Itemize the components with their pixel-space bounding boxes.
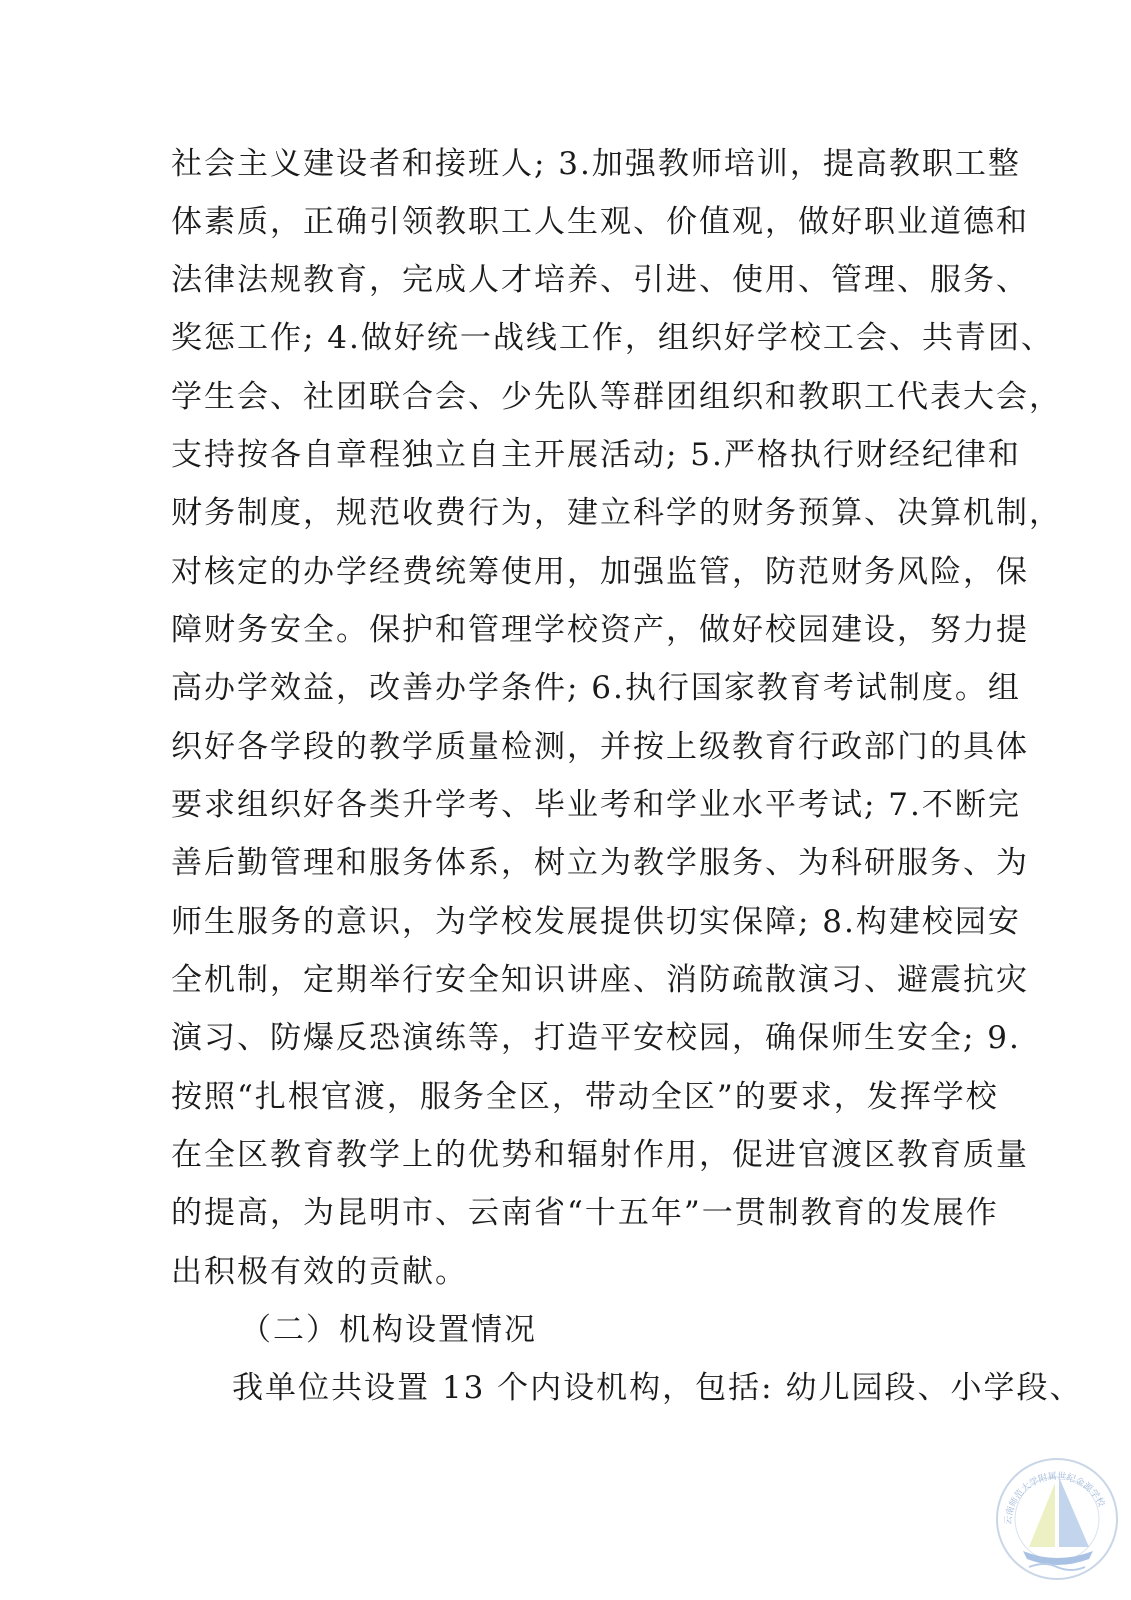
paragraph-first-line: 我单位共设置 13 个内设机构，包括: 幼儿园段、小学段、	[232, 1370, 1083, 1406]
body-line-10: 高办学效益，改善办学条件; 6.执行国家教育考试制度。组	[171, 670, 1021, 706]
body-line-16: 演习、防爆反恐演练等，打造平安校园，确保师生安全; 9.	[171, 1020, 1021, 1056]
body-line-5: 学生会、社团联合会、少先队等群团组织和教职工代表大会，	[171, 379, 1062, 415]
body-line-14: 师生服务的意识，为学校发展提供切实保障; 8.构建校园安	[171, 904, 1021, 940]
section-heading: （二）机构设置情况	[240, 1312, 537, 1348]
body-line-1: 社会主义建设者和接班人; 3.加强教师培训，提高教职工整	[171, 146, 1021, 182]
body-line-13: 善后勤管理和服务体系，树立为教学服务、为科研服务、为	[171, 845, 1029, 881]
body-line-8: 对核定的办学经费统筹使用，加强监管，防范财务风险，保	[171, 554, 1029, 590]
body-line-2: 体素质，正确引领教职工人生观、价值观，做好职业道德和	[171, 204, 1029, 240]
body-line-6: 支持按各自章程独立自主开展活动; 5.严格执行财经纪律和	[171, 437, 1021, 473]
school-seal-watermark	[993, 1455, 1121, 1583]
seal-text: 云南师范大学附属世纪金源学校	[1003, 1471, 1106, 1526]
body-line-18: 在全区教育教学上的优势和辐射作用，促进官渡区教育质量	[171, 1137, 1029, 1173]
body-line-19: 的提高，为昆明市、云南省“十五年”一贯制教育的发展作	[171, 1195, 999, 1231]
body-line-12: 要求组织好各类升学考、毕业考和学业水平考试; 7.不断完	[171, 787, 1021, 823]
body-line-11: 织好各学段的教学质量检测，并按上级教育行政部门的具体	[171, 729, 1029, 765]
body-line-15: 全机制，定期举行安全知识讲座、消防疏散演习、避震抗灾	[171, 962, 1029, 998]
body-line-17: 按照“扎根官渡，服务全区，带动全区”的要求，发挥学校	[171, 1079, 999, 1115]
body-line-4: 奖惩工作; 4.做好统一战线工作，组织好学校工会、共青团、	[171, 320, 1054, 356]
body-line-20: 出积极有效的贡献。	[171, 1254, 468, 1290]
body-line-9: 障财务安全。保护和管理学校资产，做好校园建设，努力提	[171, 612, 1029, 648]
body-line-7: 财务制度，规范收费行为，建立科学的财务预算、决算机制，	[171, 495, 1062, 531]
body-line-3: 法律法规教育，完成人才培养、引进、使用、管理、服务、	[171, 262, 1029, 298]
